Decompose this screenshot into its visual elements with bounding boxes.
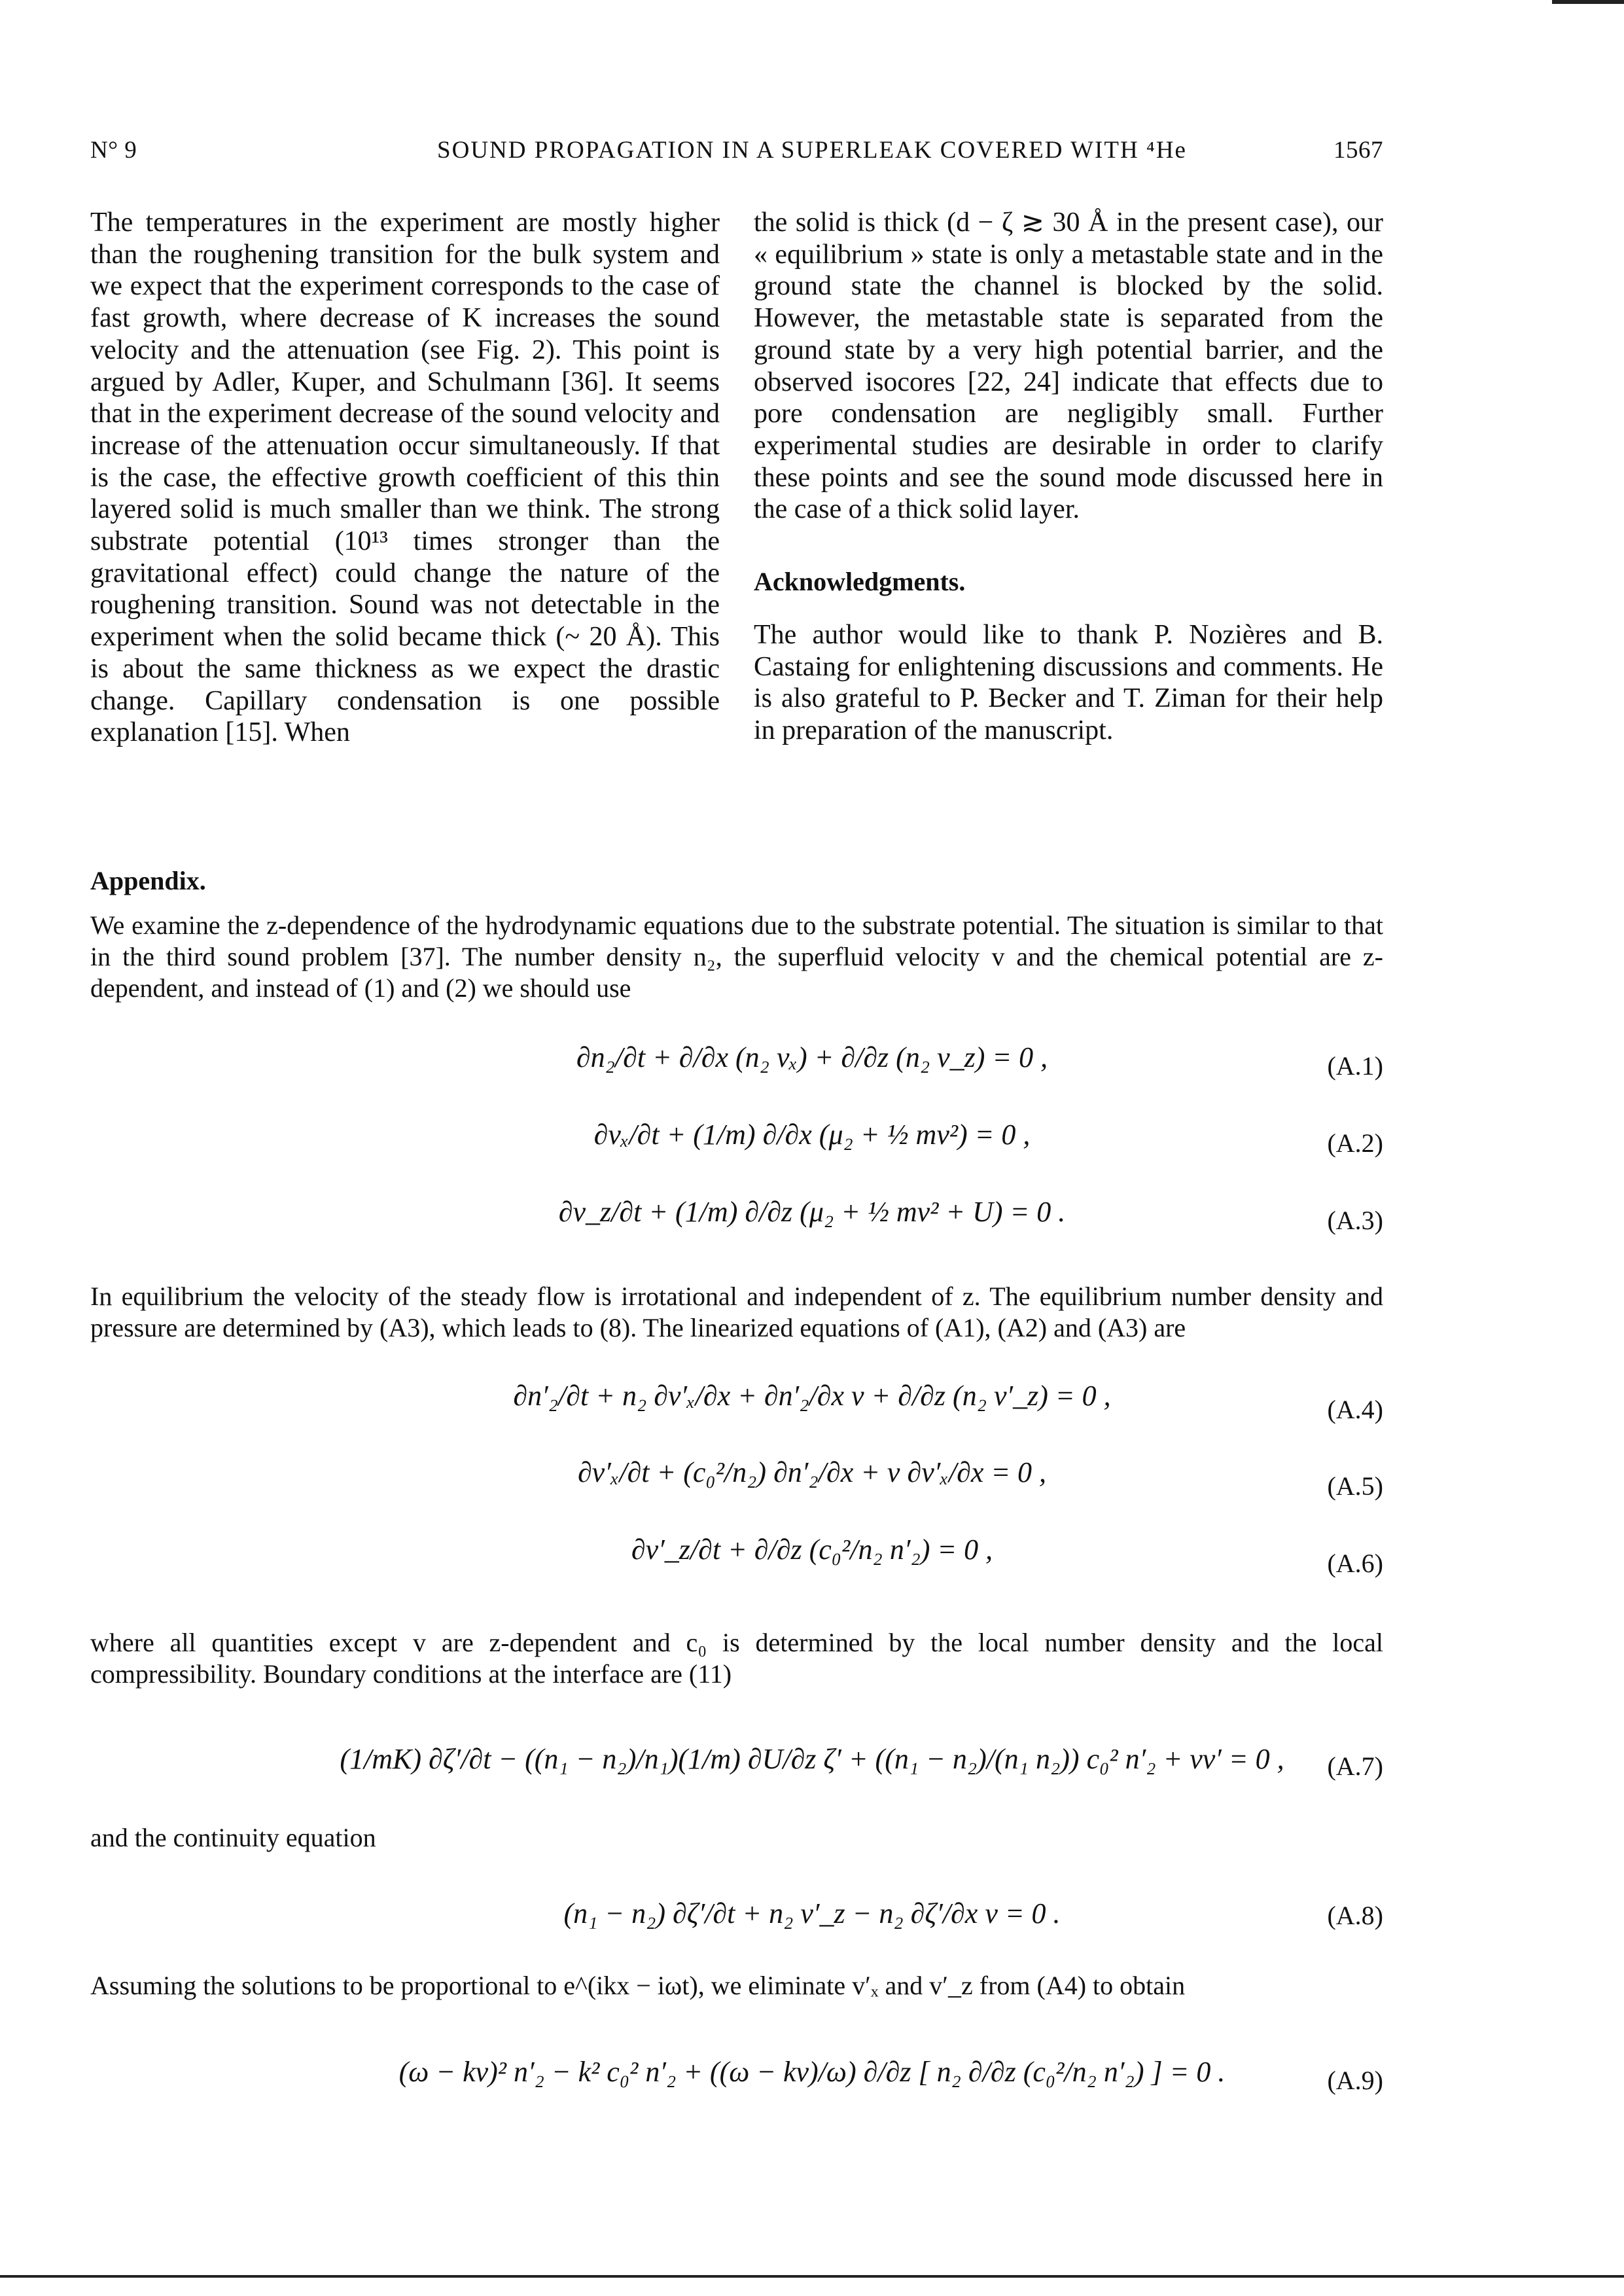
top-edge-mark (1552, 0, 1624, 4)
equation-label-a3: (A.3) (1327, 1206, 1383, 1235)
bottom-rule (0, 2275, 1624, 2278)
running-title: SOUND PROPAGATION IN A SUPERLEAK COVERED WITH ⁴He (437, 137, 1187, 164)
equation-label-a2: (A.2) (1327, 1128, 1383, 1158)
equation-a7: (1/mK) ∂ζ′/∂t − ((n₁ − n₂)/n₁)(1/m) ∂U/∂z ζ′ + ((n₁ − n₂)/(n₁ n₂)) c₀² n′₂ + vv′ = 0 , (340, 1743, 1284, 1775)
equation-a3: ∂v_z/∂t + (1/m) ∂/∂z (μ₂ + ½ mv² + U) = 0 . (558, 1196, 1066, 1228)
appendix-paragraph-1: We examine the z-dependence of the hydrodynamic equations due to the substrate potential. The situation is similar to that in the third sound problem [37]. The number density n₂, the superfluid velocity v and the chemical potential are z-dependent, and instead of (1) and (2) we should use (90, 910, 1383, 1003)
equation-a1: ∂n₂/∂t + ∂/∂x (n₂ vₓ) + ∂/∂z (n₂ v_z) = 0 , (576, 1041, 1048, 1073)
appendix-paragraph-5: Assuming the solutions to be proportional to e^(ikx − iωt), we eliminate v′ₓ and v′_z from (A4) to obtain (90, 1971, 1186, 2000)
equation-a4: ∂n′₂/∂t + n₂ ∂v′ₓ/∂x + ∂n′₂/∂x v + ∂/∂z (n₂ v′_z) = 0 , (513, 1380, 1111, 1412)
appendix-paragraph-2: In equilibrium the velocity of the steady flow is irrotational and independent of z. The equilibrium number density and pressure are determined by (A3), which leads to (8). The linearized equations of (A1), (A2) and (A3) are (90, 1282, 1383, 1342)
appendix-heading: Appendix. (90, 866, 206, 895)
left-column-text: The temperatures in the experiment are mostly higher than the roughening transition for the bulk system and we expect that the experiment corresponds to the case of fast growth, where decrease of K increases the sound velocity and the attenuation (see Fig. 2). This point is argued by Adler, Kuper, and Schulmann [36]. It seems that in the experiment decrease of the sound velocity and increase of the attenuation occur simultaneously. If that is the case, the effective growth coefficient of this thin layered solid is much smaller than we think. The strong substrate potential (10¹³ times stronger than the gravitational effect) could change the nature of the roughening transition. Sound was not detectable in the experiment when the solid became thick (~ 20 Å). This is about the same thickness as we expect the drastic change. Capillary condensation is one possible explanation [15]. When (90, 207, 720, 748)
page-label: N° 9 (90, 137, 137, 164)
equation-a8: (n₁ − n₂) ∂ζ′/∂t + n₂ v′_z − n₂ ∂ζ′/∂x v = 0 . (563, 1897, 1061, 1929)
equation-a9: (ω − kv)² n′₂ − k² c₀² n′₂ + ((ω − kv)/ω) ∂/∂z [ n₂ ∂/∂z (c₀²/n₂ n′₂) ] = 0 . (398, 2056, 1226, 2088)
equation-label-a6: (A.6) (1327, 1549, 1383, 1578)
equation-a5: ∂v′ₓ/∂t + (c₀²/n₂) ∂n′₂/∂x + v ∂v′ₓ/∂x = 0 , (577, 1456, 1047, 1488)
appendix-paragraph-4: and the continuity equation (90, 1823, 376, 1852)
right-column (754, 207, 1383, 526)
page-number: 1567 (1333, 137, 1383, 164)
acknowledgments-heading: Acknowledgments. (754, 567, 966, 596)
right-column-text: the solid is thick (d − ζ ≳ 30 Å in the present case), our « equilibrium » state is only a metastable state and in the ground state the channel is blocked by the solid. However, the metastable state is separated from the ground state by a very high potential barrier, and the observed isocores [22, 24] indicate that effects due to pore condensation are negligibly small. Further experimental studies are desirable in order to clarify these points and see the sound mode discussed here in the case of a thick solid layer. (754, 207, 1383, 525)
equation-label-a1: (A.1) (1327, 1051, 1383, 1081)
acknowledgments-text: The author would like to thank P. Nozières and B. Castaing for enlightening discussions and comments. He is also grateful to P. Becker and T. Ziman for their help in preparation of the manuscript. (754, 620, 1383, 746)
appendix-paragraph-3: where all quantities except v are z-dependent and c₀ is determined by the local number density and the local compressibility. Boundary conditions at the interface are (11) (90, 1628, 1383, 1689)
equation-a6: ∂v′_z/∂t + ∂/∂z (c₀²/n₂ n′₂) = 0 , (631, 1534, 993, 1566)
equation-label-a9: (A.9) (1327, 2066, 1383, 2095)
equation-label-a5: (A.5) (1327, 1471, 1383, 1501)
equation-a2: ∂vₓ/∂t + (1/m) ∂/∂x (μ₂ + ½ mv²) = 0 , (593, 1119, 1031, 1151)
equation-label-a4: (A.4) (1327, 1395, 1383, 1424)
equation-label-a7: (A.7) (1327, 1751, 1383, 1781)
equation-label-a8: (A.8) (1327, 1901, 1383, 1930)
left-column (90, 207, 720, 749)
